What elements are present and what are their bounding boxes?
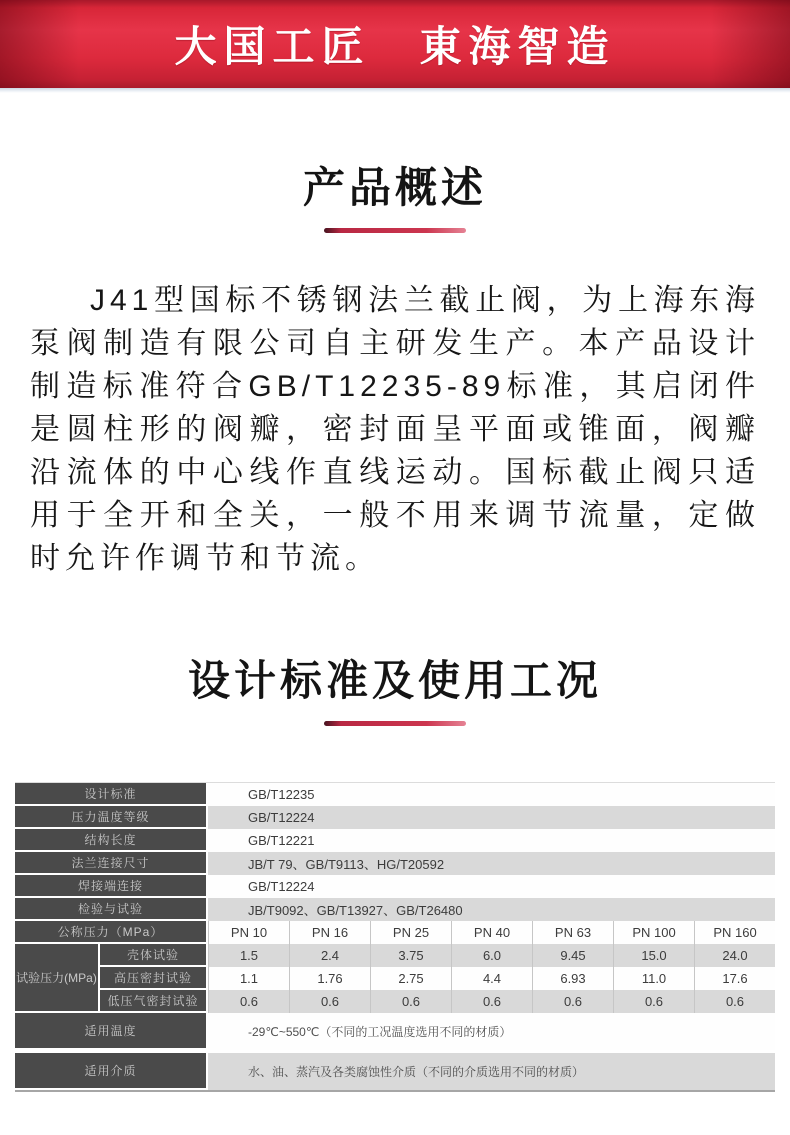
table-row-shell-test [100,944,775,967]
table-row-weld-end-connection [15,875,775,898]
table-row-pressure-temp-rating [15,806,775,829]
value-cell: 24.0 [694,944,775,967]
value-cell: 3.75 [370,944,451,967]
pn-column-header: PN 25 [370,921,451,944]
row-value: GB/T12235 [208,783,775,806]
value-cell: 6.0 [451,944,532,967]
title-underline [324,721,466,726]
banner-title: 大国工匠 東海智造 [174,23,616,70]
table-row-structure-length [15,829,775,852]
value-cell: 1.1 [208,967,289,990]
row-label: 设计标准 [15,783,208,806]
pn-column-header: PN 160 [694,921,775,944]
row-value: 水、油、蒸汽及各类腐蚀性介质（不同的介质选用不同的材质） [208,1053,775,1090]
row-label: 结构长度 [15,829,208,852]
table-row-flange-dimensions [15,852,775,875]
row-label: 公称压力（MPa） [15,921,208,944]
row-value: JB/T9092、GB/T13927、GB/T26480 [208,898,775,921]
top-banner [0,0,790,88]
value-cell: 15.0 [613,944,694,967]
row-label: 法兰连接尺寸 [15,852,208,875]
row-label: 检验与试验 [15,898,208,921]
table-row-applicable-medium [15,1053,775,1090]
row-value: JB/T 79、GB/T9113、HG/T20592 [208,852,775,875]
value-cell: 11.0 [613,967,694,990]
table-row-inspection-test [15,898,775,921]
title-underline [324,228,466,233]
banner-shadow-divider [0,88,790,93]
test-pressure-group-label: 试验压力(MPa) [15,944,100,1013]
table-row-high-pressure-seal-test [100,967,775,990]
product-overview-title: 产品概述 [302,164,487,211]
value-cell: 0.6 [613,990,694,1013]
pn-column-header: PN 40 [451,921,532,944]
value-cell: 0.6 [370,990,451,1013]
row-label: 适用介质 [15,1053,208,1090]
table-row-low-pressure-air-seal-test [100,990,775,1013]
row-label: 压力温度等级 [15,806,208,829]
value-cell: 1.5 [208,944,289,967]
pn-column-header: PN 63 [532,921,613,944]
value-cell: 2.4 [289,944,370,967]
row-label: 焊接端连接 [15,875,208,898]
design-standards-title: 设计标准及使用工况 [187,657,602,704]
value-cell: 6.93 [532,967,613,990]
table-row-design-standard [15,783,775,806]
product-description: J41型国标不锈钢法兰截止阀，为上海东海泵阀制造有限公司自主研发生产。本产品设计制造标准符合GB/T12235-89标准，其启闭件是圆柱形的阀瓣，密封面呈平面或锥面，阀瓣沿流体的中心线作直线运动。国标截止阀只适用于全开和全关，一般不用来调节流量，定做时允许作调节和节流。 [30,284,760,575]
value-cell: 4.4 [451,967,532,990]
value-cell: 0.6 [451,990,532,1013]
row-value: GB/T12224 [208,806,775,829]
sub-row-label: 低压气密封试验 [100,990,208,1013]
pn-column-header: PN 100 [613,921,694,944]
value-cell: 9.45 [532,944,613,967]
spec-table [15,782,775,1092]
table-row-nominal-pressure [15,921,775,944]
row-value: GB/T12224 [208,875,775,898]
row-value: GB/T12221 [208,829,775,852]
value-cell: 1.76 [289,967,370,990]
table-row-applicable-temperature [15,1013,775,1050]
value-cell: 0.6 [532,990,613,1013]
row-value: -29℃~550℃（不同的工况温度选用不同的材质） [208,1013,775,1050]
sub-row-label: 壳体试验 [100,944,208,967]
pn-column-header: PN 10 [208,921,289,944]
row-label: 适用温度 [15,1013,208,1050]
value-cell: 0.6 [208,990,289,1013]
sub-row-label: 高压密封试验 [100,967,208,990]
value-cell: 0.6 [694,990,775,1013]
value-cell: 2.75 [370,967,451,990]
pn-column-header: PN 16 [289,921,370,944]
value-cell: 0.6 [289,990,370,1013]
value-cell: 17.6 [694,967,775,990]
test-pressure-block [15,944,775,1013]
